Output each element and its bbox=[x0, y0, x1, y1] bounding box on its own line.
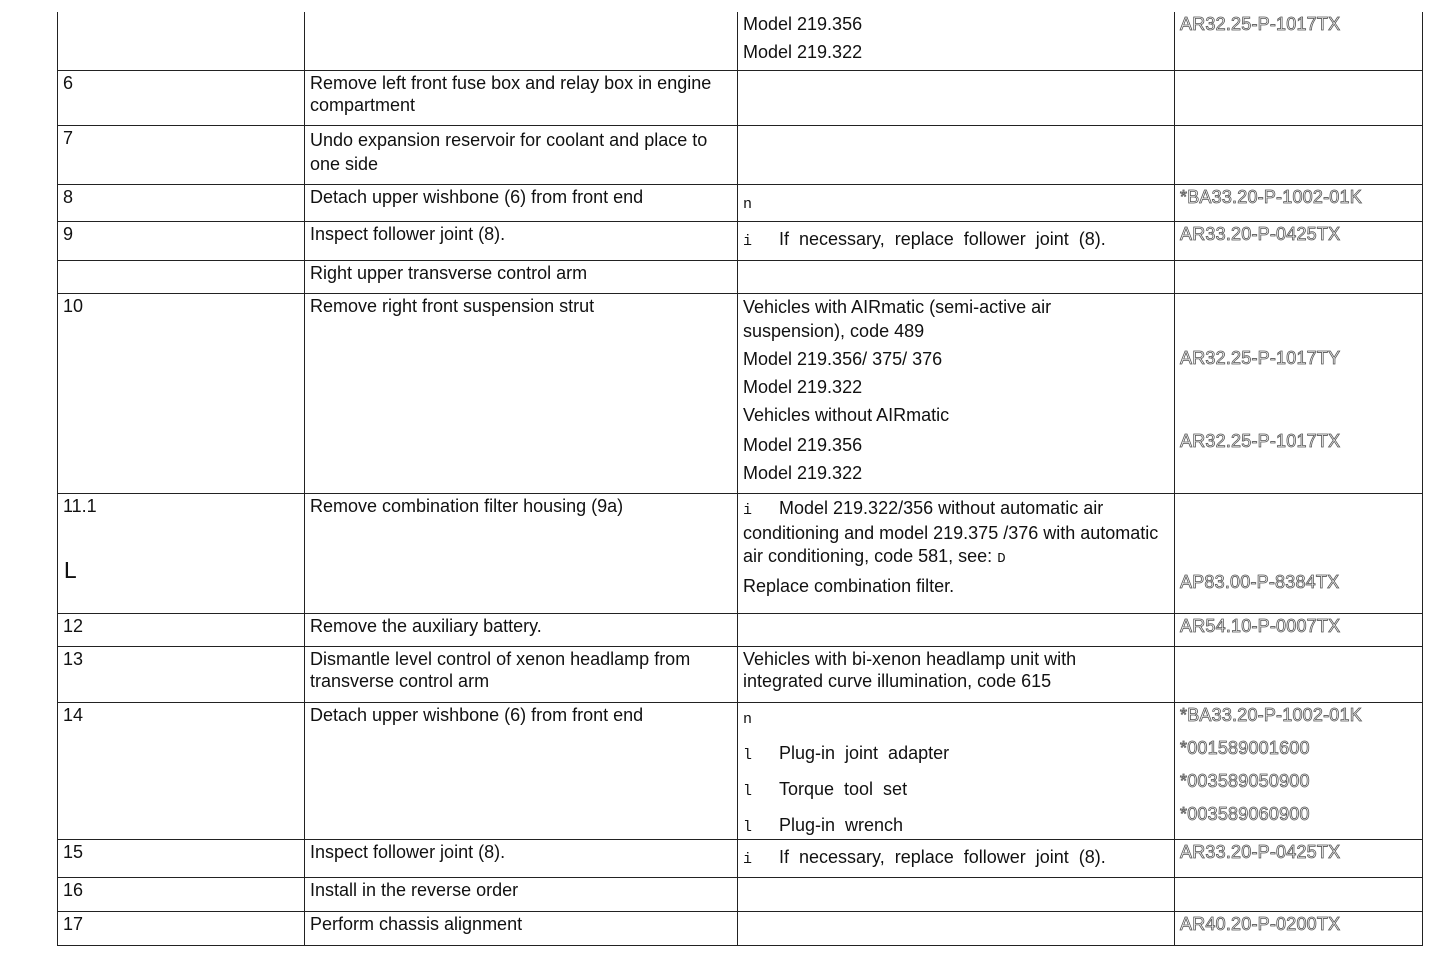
note-text: Vehicles with AIRmatic (semi-active air suspension), code 489 bbox=[743, 296, 1052, 341]
step-cell bbox=[58, 493, 305, 613]
notes-cell bbox=[738, 12, 1175, 70]
info-text: Replace combination filter. bbox=[743, 575, 955, 596]
notes-cell bbox=[738, 70, 1175, 125]
action-text: Undo expansion reservoir for coolant and place to one side bbox=[310, 129, 708, 174]
action-cell: Remove combination filter housing (9a) bbox=[305, 493, 738, 613]
document-reference[interactable]: AR33.20-P-0425TX bbox=[1180, 841, 1341, 862]
notes-cell bbox=[738, 125, 1175, 184]
action-cell: Detach upper wishbone (6) from front end bbox=[305, 702, 738, 839]
notes-cell bbox=[738, 613, 1175, 646]
document-reference[interactable]: AR54.10-P-0007TX bbox=[1180, 615, 1341, 636]
info-icon: i bbox=[743, 501, 753, 519]
table-row bbox=[58, 184, 1423, 221]
action-cell: Perform chassis alignment bbox=[305, 911, 738, 945]
info-icon: i bbox=[743, 850, 753, 868]
note-text: Model 219.356/ 375/ 376 bbox=[743, 348, 943, 369]
info-icon: i bbox=[743, 232, 753, 250]
tool-item bbox=[743, 778, 1169, 803]
table-row bbox=[58, 12, 1423, 70]
refs-cell bbox=[1175, 221, 1423, 260]
document-reference[interactable]: AR40.20-P-0200TX bbox=[1180, 913, 1341, 934]
tool-bullet-icon: l bbox=[743, 746, 753, 764]
part-number[interactable]: *001589001600 bbox=[1180, 737, 1310, 758]
refs-cell bbox=[1175, 839, 1423, 877]
document-reference[interactable]: AR33.20-P-0425TX bbox=[1180, 223, 1341, 244]
refs-cell bbox=[1175, 493, 1423, 613]
note-text: Vehicles without AIRmatic bbox=[743, 404, 950, 425]
step-cell: 8 bbox=[58, 184, 305, 221]
l-marker-icon: L bbox=[63, 558, 78, 586]
tool-label: Torque tool set bbox=[779, 778, 908, 799]
n-marker-icon: n bbox=[743, 195, 753, 213]
note-text: Model 219.322 bbox=[743, 462, 863, 483]
action-cell bbox=[305, 12, 738, 70]
refs-cell bbox=[1175, 911, 1423, 945]
tool-item bbox=[743, 814, 1169, 839]
notes-cell bbox=[738, 221, 1175, 260]
tool-bullet-icon: l bbox=[743, 818, 753, 836]
note-text: Model 219.356 bbox=[743, 434, 863, 455]
action-cell: Inspect follower joint (8). bbox=[305, 839, 738, 877]
notes-cell bbox=[738, 839, 1175, 877]
note-text: Model 219.322 bbox=[743, 376, 863, 397]
action-cell: Dismantle level control of xenon headlamp from transverse control arm bbox=[305, 646, 738, 702]
link-icon[interactable]: D bbox=[997, 550, 1006, 567]
refs-cell bbox=[1175, 12, 1423, 70]
part-number[interactable]: *003589060900 bbox=[1180, 803, 1310, 824]
note-text: Model 219.356 bbox=[743, 14, 863, 34]
info-text: If necessary, replace follower joint (8). bbox=[779, 846, 1106, 867]
table-row bbox=[58, 839, 1423, 877]
table-row bbox=[58, 221, 1423, 260]
tool-bullet-icon: l bbox=[743, 782, 753, 800]
step-cell: 17 bbox=[58, 911, 305, 945]
tool-label: Plug-in joint adapter bbox=[779, 742, 950, 763]
action-cell: Inspect follower joint (8). bbox=[305, 221, 738, 260]
step-cell: 9 bbox=[58, 221, 305, 260]
table-row bbox=[58, 293, 1423, 493]
step-cell: 15 bbox=[58, 839, 305, 877]
table-row bbox=[58, 646, 1423, 702]
table-row bbox=[58, 493, 1423, 613]
procedure-table bbox=[57, 12, 1423, 946]
step-number: 11.1 bbox=[63, 495, 97, 516]
table-row bbox=[58, 125, 1423, 184]
step-cell bbox=[58, 12, 305, 70]
action-cell: Remove right front suspension strut bbox=[305, 293, 738, 493]
action-cell: Remove the auxiliary battery. bbox=[305, 613, 738, 646]
note-text: Model 219.322 bbox=[743, 42, 863, 62]
refs-cell bbox=[1175, 877, 1423, 911]
action-cell: Detach upper wishbone (6) from front end bbox=[305, 184, 738, 221]
tool-item bbox=[743, 742, 1169, 767]
step-cell: 16 bbox=[58, 877, 305, 911]
step-cell: 13 bbox=[58, 646, 305, 702]
document-reference[interactable]: *BA33.20-P-1002-01K bbox=[1180, 704, 1362, 725]
action-cell: Right upper transverse control arm bbox=[305, 260, 738, 293]
notes-cell bbox=[738, 184, 1175, 221]
action-cell: Install in the reverse order bbox=[305, 877, 738, 911]
refs-cell bbox=[1175, 702, 1423, 839]
notes-cell bbox=[738, 877, 1175, 911]
info-text: If necessary, replace follower joint (8). bbox=[779, 228, 1106, 249]
action-cell: Remove left front fuse box and relay box in engine compartment bbox=[305, 70, 738, 125]
step-cell: 6 bbox=[58, 70, 305, 125]
table-row bbox=[58, 613, 1423, 646]
step-cell bbox=[58, 260, 305, 293]
document-reference[interactable]: AR32.25-P-1017TX bbox=[1180, 430, 1341, 451]
table-row bbox=[58, 260, 1423, 293]
table-row bbox=[58, 877, 1423, 911]
refs-cell bbox=[1175, 646, 1423, 702]
table-row bbox=[58, 702, 1423, 839]
notes-cell bbox=[738, 493, 1175, 613]
table-row bbox=[58, 911, 1423, 945]
notes-cell bbox=[738, 293, 1175, 493]
notes-cell: Vehicles with bi-xenon headlamp unit with integrated curve illumination, code 615 bbox=[738, 646, 1175, 702]
notes-cell bbox=[738, 911, 1175, 945]
refs-cell bbox=[1175, 293, 1423, 493]
notes-cell bbox=[738, 260, 1175, 293]
table-row bbox=[58, 70, 1423, 125]
action-cell bbox=[305, 125, 738, 184]
refs-cell bbox=[1175, 70, 1423, 125]
document-reference[interactable]: AR32.25-P-1017TX bbox=[1180, 14, 1341, 34]
tool-label: Plug-in wrench bbox=[779, 814, 904, 835]
notes-cell bbox=[738, 702, 1175, 839]
step-cell: 10 bbox=[58, 293, 305, 493]
part-number[interactable]: *003589050900 bbox=[1180, 770, 1310, 791]
document-reference[interactable]: AR32.25-P-1017TY bbox=[1180, 347, 1341, 368]
info-text: Model 219.322/356 without automatic air conditioning and model 219.375 /376 with automatic air conditioning, code 581, see: bbox=[743, 497, 1159, 566]
document-reference[interactable]: *BA33.20-P-1002-01K bbox=[1180, 186, 1362, 207]
refs-cell bbox=[1175, 613, 1423, 646]
document-reference[interactable]: AP83.00-P-8384TX bbox=[1180, 571, 1340, 592]
refs-cell bbox=[1175, 125, 1423, 184]
step-cell: 12 bbox=[58, 613, 305, 646]
step-cell: 7 bbox=[58, 125, 305, 184]
refs-cell bbox=[1175, 184, 1423, 221]
step-cell: 14 bbox=[58, 702, 305, 839]
n-marker-icon: n bbox=[743, 710, 753, 728]
refs-cell bbox=[1175, 260, 1423, 293]
